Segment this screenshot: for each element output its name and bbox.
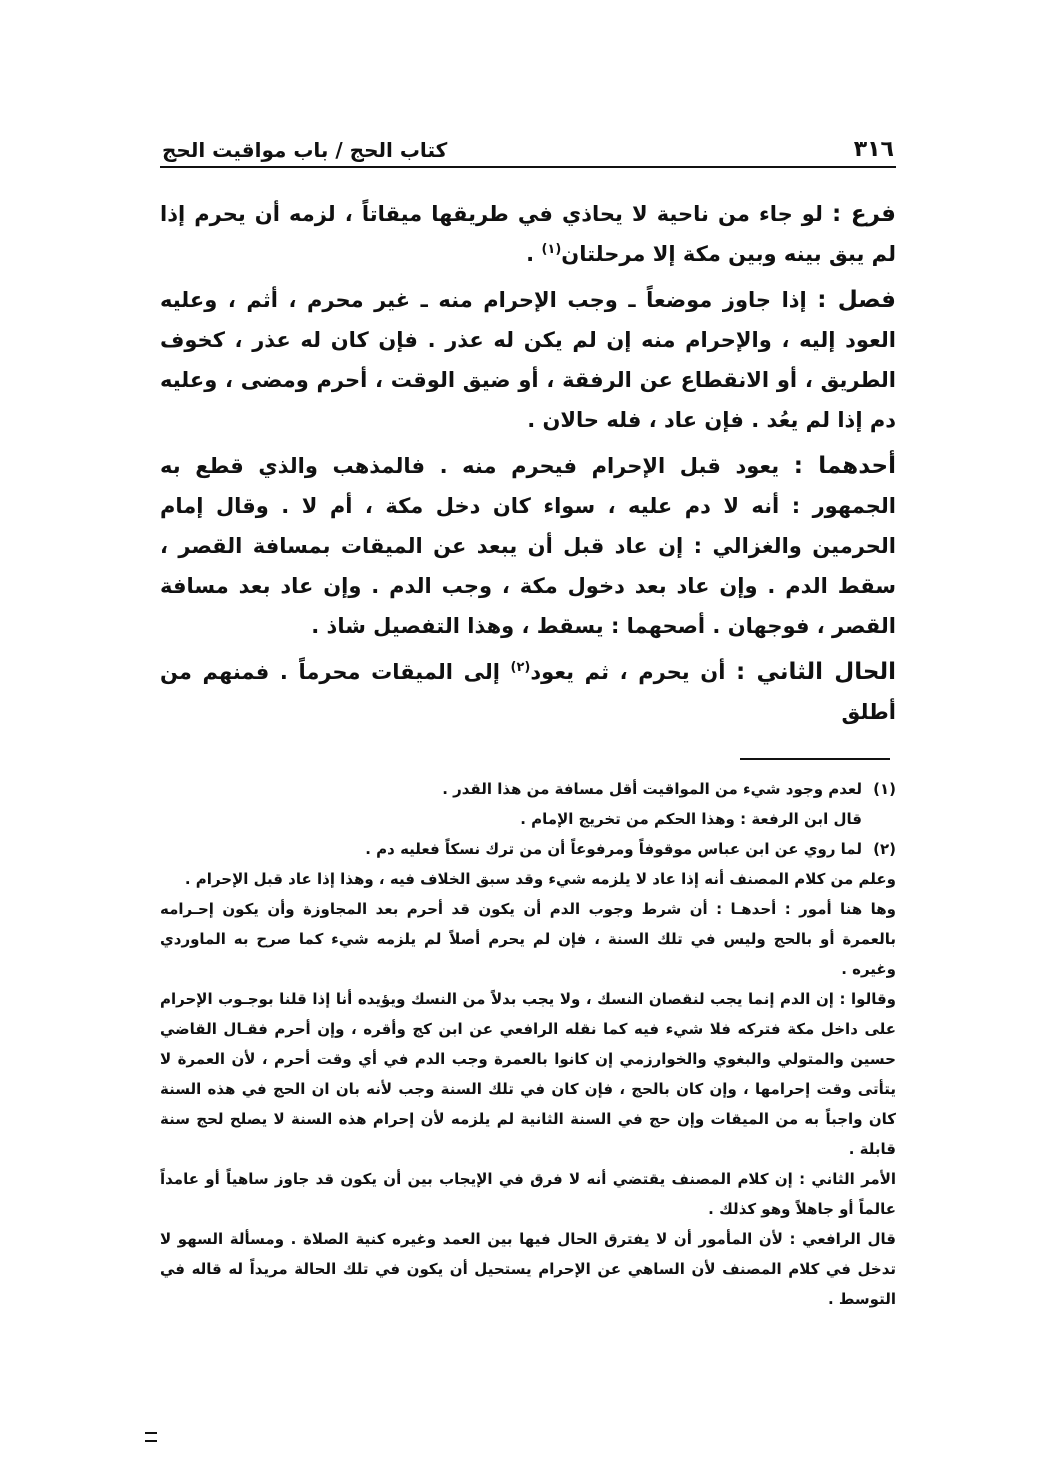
footnote-paragraph: وها هنا أمور : أحدهـا : أن شرط وجوب الدم أن يكون قد أحرم بعد المجاوزة وأن يكون إحـرامه بالعمرة أو بالحج وليس في تلك السنة ، فإن لم يحرم أصلاً لم يلزمه شيء كما صرح به الماوردي وغيره . (160, 900, 896, 978)
footnote-line: قال ابن الرفعة : وهذا الحكم من تخريج الإمام . (520, 810, 862, 828)
page-header (160, 130, 896, 168)
footnote-paragraph: الأمر الثاني : إن كلام المصنف يقتضي أنه لا فرق في الإيجاب بين أن يكون قد جاوز ساهياً أو عامداً عالماً أو جاهلاً وهو كذلك . (160, 1170, 896, 1218)
footnote-text: لما روي عن ابن عباس موقوفاً ومرفوعاً أن من ترك نسكاً فعليه دم . (365, 840, 862, 858)
footnote-ref[interactable]: (٢) (510, 660, 531, 675)
footnotes (160, 774, 896, 1314)
footnote-paragraph: وعلم من كلام المصنف أنه إذا عاد لا يلزمه شيء وقد سبق الخلاف فيه ، وهذا إذا عاد قبل الإحرام . (184, 870, 896, 888)
footnote-separator-wrap (160, 738, 896, 760)
main-text (160, 194, 896, 732)
footnote-paragraph: قال الرافعي : لأن المأمور أن لا يفترق الحال فيها بين العمد وغيره كنية الصلاة . ومسألة السهو لا تدخل في كلام المصنف لأن الساهي عن الإحرام يستحيل أن يكون في تلك الحالة مريداً له قاله في التوسط . (160, 1230, 896, 1308)
footnote-ref[interactable]: (١) (541, 242, 562, 257)
page-number: ٣١٦ (853, 137, 894, 162)
footnote-number: (١) (873, 780, 896, 798)
margin-mark (145, 1432, 157, 1442)
paragraph-fasl (160, 280, 896, 440)
paragraph-text: إذا جاوز موضعاً ـ وجب الإحرام منه ـ غير محرم ، أثم ، وعليه العود إليه ، والإحرام منه إن لم يكن له عذر . فإن كان له عذر ، كخوف الطريق ، أو الانقطاع عن الرفقة ، أو ضيق الوقت ، أحرم ومضى ، وعليه دم إذا لم يعُد . فإن عاد ، فله حالان . (160, 288, 896, 432)
paragraph-text: أن يحرم ، ثم يعود (530, 660, 737, 684)
footnote-2 (160, 834, 896, 864)
paragraph-second-case (160, 652, 896, 732)
paragraph-text: يعود قبل الإحرام فيحرم منه . فالمذهب والذي قطع به الجمهور : أنه لا دم عليه ، سواء كان دخل مكة ، أم لا . وقال إمام الحرمين والغزالي : إن عاد قبل أن يبعد عن الميقات بمسافة القصر ، سقط الدم . وإن عاد بعد دخول مكة ، وجب الدم . وإن عاد بعد مسافة القصر ، فوجهان . أصحهما : يسقط ، وهذا التفصيل شاذ . (160, 454, 896, 638)
paragraph-lead: فصل : (817, 287, 896, 313)
paragraph-text-end: إلى الميقات محرماً . فمنهم من أطلق (160, 660, 896, 724)
paragraph-lead: أحدهما : (793, 453, 896, 479)
paragraph-text: لو جاء من ناحية لا يحاذي في طريقها ميقاتاً ، لزمه أن يحرم إذا لم يبق بينه وبين مكة إلا مرحلتان (160, 202, 896, 266)
footnote-number: (٢) (873, 840, 896, 858)
footnote-paragraph: وقالوا : إن الدم إنما يجب لنقصان النسك ، ولا يجب بدلاً من النسك ويؤيده أنا إذا قلنا بوجـوب الإحرام على داخل مكة فتركه فلا شيء فيه كما نقله الرافعي عن ابن كج وأقره ، وإن أحرم فقـال القاضي حسين والمتولي والبغوي والخوارزمي إن كانوا بالعمرة وجب الدم في أي وقت أحرم ، لأن العمرة لا يتأتى وقت إحرامها ، وإن كان بالحج ، فإن كان في تلك السنة وجب لأنه بان ان الحج في هذه السنة كان واجباً به من الميقات وإن حج في السنة الثانية لم يلزمه لأن إحرام هذه السنة لا يصلح لحج سنة قابلة . (160, 990, 896, 1158)
paragraph-far (160, 194, 896, 274)
book-page (160, 130, 896, 1314)
footnote-text: لعدم وجود شيء من المواقيت أقل مسافة من هذا القدر . (442, 780, 862, 798)
paragraph-text-end: . (526, 242, 542, 266)
paragraph-lead: الحال الثاني : (736, 659, 896, 685)
footnote-1 (160, 774, 896, 804)
paragraph-first-case (160, 446, 896, 646)
footnote-separator (740, 758, 890, 760)
paragraph-lead: فرع : (831, 201, 896, 227)
running-head: كتاب الحج / باب مواقيت الحج (162, 138, 448, 162)
